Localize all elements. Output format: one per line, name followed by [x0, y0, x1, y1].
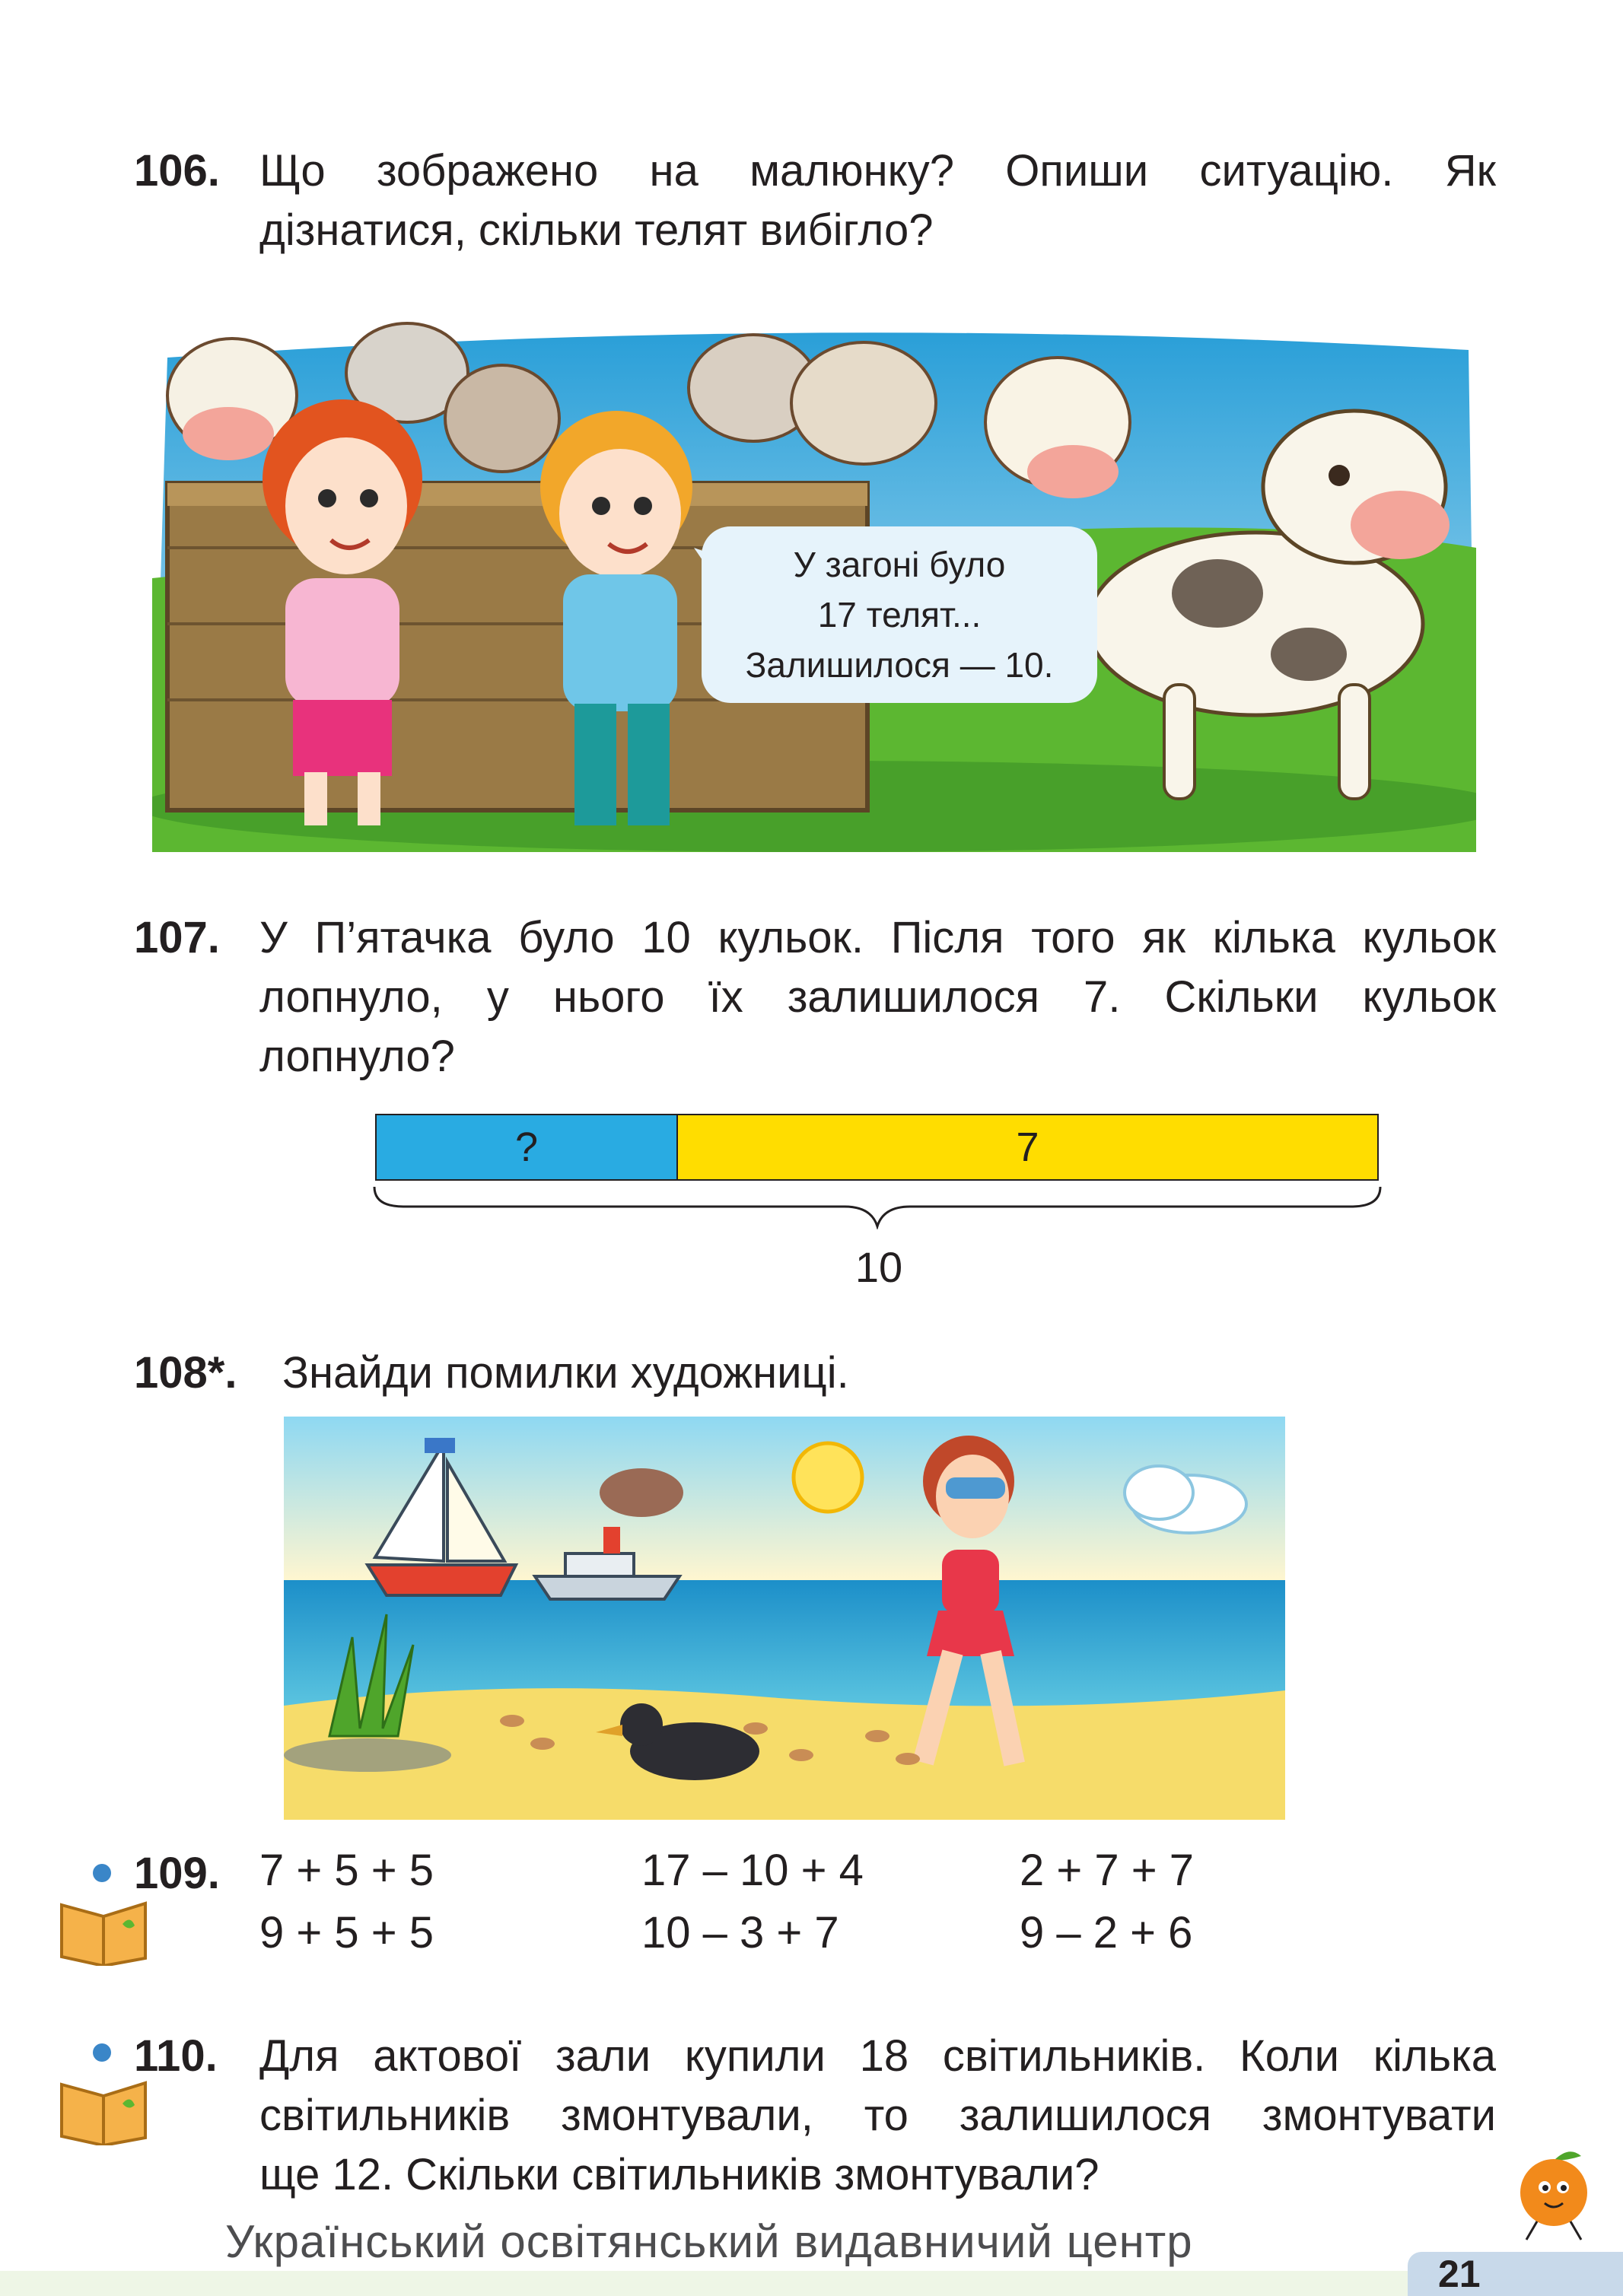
- total-label: 10: [854, 1243, 903, 1291]
- task-110: [134, 2027, 1496, 2209]
- task-number: 109.: [134, 1849, 220, 1898]
- task-108: [134, 1344, 1496, 1404]
- task-text: Знайди помилки художниці.: [282, 1348, 849, 1398]
- bubble-line: Залишилося — 10.: [745, 645, 1054, 685]
- expression: 7 + 5 + 5: [259, 1846, 434, 1895]
- segment-unknown-label: ?: [514, 1124, 539, 1170]
- segment-unknown: [375, 1114, 678, 1181]
- task-number: 110.: [134, 2031, 218, 2081]
- speech-bubble: [702, 526, 1097, 703]
- publisher-footer: Український освітянський видавничий центр: [225, 2216, 1193, 2267]
- expression: 2 + 7 + 7: [1020, 1846, 1194, 1895]
- task-number: 108*.: [134, 1348, 237, 1398]
- expression: 9 – 2 + 6: [1020, 1908, 1193, 1957]
- bubble-line: У загоні було: [793, 545, 1006, 584]
- beach-scene: [284, 1417, 1285, 1820]
- bubble-line: 17 телят...: [817, 595, 982, 634]
- task-text-line: світильників змонтували, то залишилося змонтувати: [259, 2091, 1496, 2140]
- total-brace: [373, 1184, 1382, 1229]
- task-text-line: Що зображено на малюнку? Опиши ситуацію. Як: [259, 146, 1496, 196]
- task-text-line: ще 12. Скільки світильників змонтували?: [259, 2150, 1100, 2199]
- task-number: 106.: [134, 146, 220, 196]
- task-text: [259, 908, 1496, 1086]
- sun-icon: [794, 1443, 862, 1512]
- orange-mascot-icon: [1507, 2145, 1605, 2248]
- task-text: [259, 142, 1496, 260]
- task-number: 107.: [134, 913, 220, 962]
- task-text: [259, 2027, 1496, 2205]
- expression: 17 – 10 + 4: [641, 1846, 864, 1895]
- page-number: 21: [1408, 2252, 1623, 2296]
- task-text-line: дізнатися, скільки телят вибігло?: [259, 205, 934, 255]
- task-106: [134, 142, 1496, 263]
- beach-illustration: [284, 1417, 1285, 1820]
- footer-strip: [0, 2271, 1408, 2296]
- task-text-line: лопнуло?: [259, 1032, 455, 1081]
- expression: 10 – 3 + 7: [641, 1908, 839, 1957]
- task-text-line: лопнуло, у нього їх залишилося 7. Скільки кульок: [259, 972, 1496, 1022]
- task-text-line: У П’ятачка було 10 кульок. Після того як кілька кульок: [259, 913, 1496, 962]
- segment-known-label: 7: [1016, 1124, 1039, 1170]
- expression: 9 + 5 + 5: [259, 1908, 434, 1957]
- task-text-line: Для актової зали купили 18 світильників. Коли кілька: [259, 2031, 1496, 2081]
- task-107: [134, 908, 1496, 1091]
- segment-known: [676, 1114, 1379, 1181]
